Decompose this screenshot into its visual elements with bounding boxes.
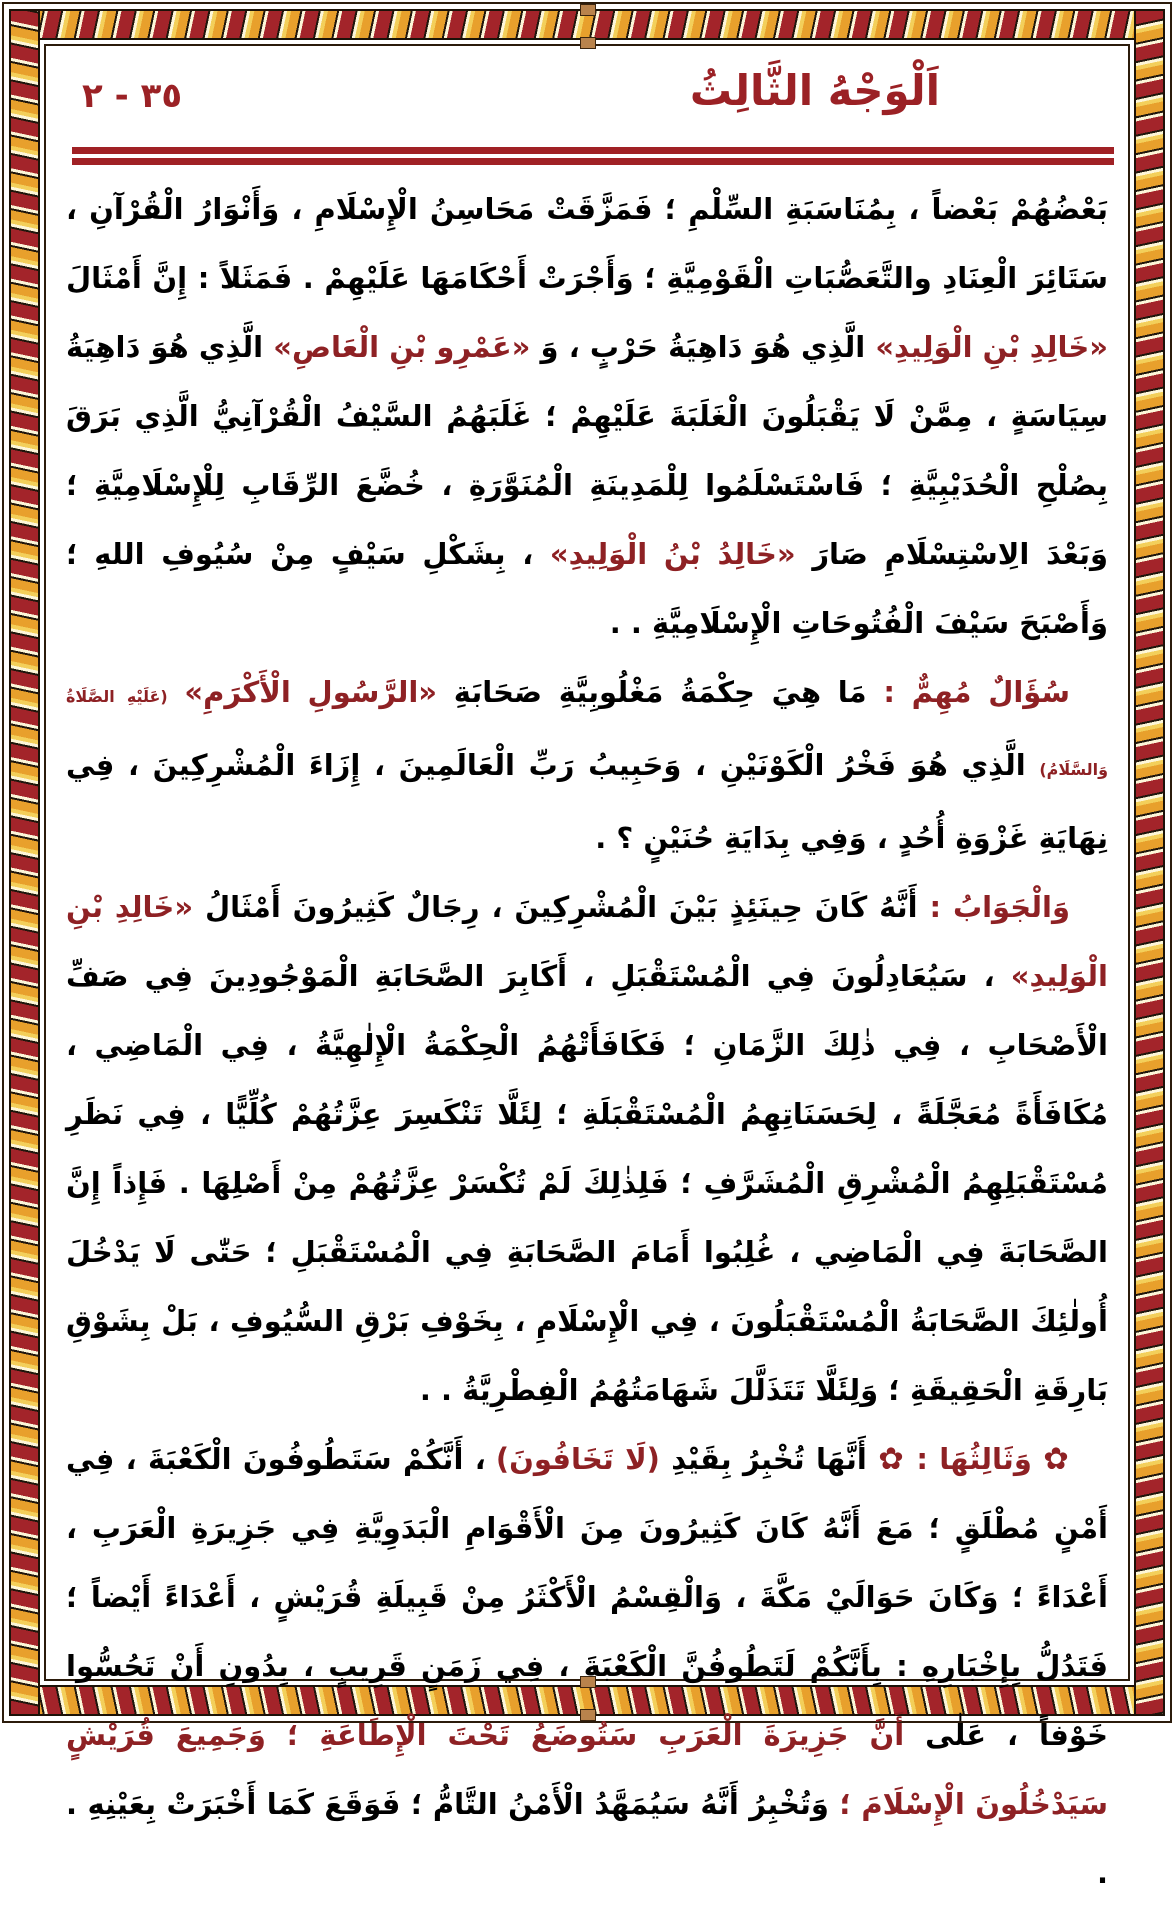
body-paragraph [66,1425,1108,1908]
body-text-block [66,175,1108,1890]
title-double-rule [72,147,1114,165]
text-segment: أَنَّهُ كَانَ حِينَئِذٍ بَيْنَ الْمُشْرِكِينَ ، رِجَالٌ كَثِيرُونَ أَمْثَالُ [193,890,918,924]
text-segment: (لَا تَخَافُونَ) [495,1442,660,1476]
text-segment: «خَالِدُ بْنُ الْوَلِيدِ» [549,537,796,571]
text-segment: ، سَيُعَادِلُونَ فِي الْمُسْتَقْبَلِ ، أَكَابِرَ الصَّحَابَةِ الْمَوْجُودِينَ فِي صَفِّ الْأَصْحَابِ ، فِي ذٰلِكَ الزَّمَانِ ؛ فَكَافَأَتْهُمُ الْحِكْمَةُ الْإِلٰهِيَّةُ ، فِي الْمَاضِي ، مُكَافَأَةً مُعَجَّلَةً ، لِحَسَنَاتِهِمُ الْمُسْتَقْبَلَةِ ؛ لِئَلَّا تَنْكَسِرَ عِزَّتُهُمْ كُلِّيًّا ، فِي نَظَرِ مُسْتَقْبَلِهِمُ الْمُشْرِقِ الْمُشَرَّفِ ؛ فَلِذٰلِكَ لَمْ تُكْسَرْ عِزَّتُهُمْ مِنْ أَصْلِهَا . فَإِذاً إِنَّ الصَّحَابَةَ فِي الْمَاضِي ، غُلِبُوا أَمَامَ الصَّحَابَةِ فِي الْمُسْتَقْبَلِ ؛ حَتّٰى لَا يَدْخُلَ أُولٰئِكَ الصَّحَابَةُ الْمُسْتَقْبَلُونَ ، فِي الْإِسْلَامِ ، بِخَوْفِ بَرْقِ السُّيُوفِ ، بَلْ بِشَوْقِ بَارِقَةِ الْحَقِيقَةِ ؛ وَلِئَلَّا تَتَذَلَّلَ شَهَامَتُهُمُ الْفِطْرِيَّةُ . . [66,959,1108,1407]
ornamental-border-right [1134,9,1165,1716]
text-segment: وَتُخْبِرُ أَنَّهُ سَيُمَهَّدُ الْأَمْنُ التَّامُّ ؛ فَوَقَعَ كَمَا أَخْبَرَتْ بِعَيْنِهِ . . [66,1787,1108,1890]
text-segment: الَّذِي هُوَ دَاهِيَةُ سِيَاسَةٍ ، مِمَّنْ لَا يَقْبَلُونَ الْغَلَبَةَ عَلَيْهِمْ ؛ غَلَبَهُمُ السَّيْفُ الْقُرْآنِيُّ الَّذِي بَرَقَ بِصُلْحِ الْحُدَيْبِيَّةِ ؛ فَاسْتَسْلَمُوا لِلْمَدِينَةِ الْمُنَوَّرَةِ ، خُضَّعَ الرِّقَابِ لِلْإِسْلَامِيَّةِ ؛ وَبَعْدَ الِاسْتِسْلَامِ صَارَ [66,330,1108,571]
text-segment: «خَالِدِ بْنِ الْوَلِيدِ» [875,330,1108,364]
text-segment: بَعْضُهُمْ بَعْضاً ، بِمُنَاسَبَةِ السِّلْمِ ؛ فَمَزَّقَتْ مَحَاسِنُ الْإِسْلَامِ ، وَأَنْوَارُ الْقُرْآنِ ، سَتَائِرَ الْعِنَادِ والتَّعَصُّبَاتِ الْقَوْمِيَّةِ ؛ وَأَجْرَتْ أَحْكَامَهَا عَلَيْهِمْ . فَمَثَلاً : إِنَّ أَمْثَالَ [66,192,1108,295]
text-segment: أَنَّ جَزِيرَةَ الْعَرَبِ سَتُوضَعُ تَحْتَ الْإِطَاعَةِ ؛ وَجَمِيعَ قُرَيْشٍ سَيَدْخُلُونَ الْإِسْلَامَ ؛ [66,1718,1108,1821]
text-segment: وَالْجَوَابُ : [917,890,1070,924]
text-segment: ، بِشَكْلِ سَيْفٍ مِنْ سُيُوفِ اللهِ ؛ وَأَصْبَحَ سَيْفَ الْفُتُوحَاتِ الْإِسْلَامِيَّةِ . . [66,537,1108,640]
body-paragraph [66,175,1108,658]
text-segment: الَّذِي هُوَ فَخْرُ الْكَوْنَيْنِ ، وَحَبِيبُ رَبِّ الْعَالَمِينَ ، إِزَاءَ الْمُشْرِكِينَ ، فِي نِهَايَةِ غَزْوَةِ أُحُدٍ ، وَفِي بِدَايَةِ حُنَيْنٍ ؟ . [66,748,1108,855]
body-paragraph [66,873,1108,1425]
text-segment: مَا هِيَ حِكْمَةُ مَغْلُوبِيَّةِ صَحَابَةِ [437,675,867,709]
text-segment: سُؤَالٌ مُهِمٌّ : [866,675,1071,709]
text-segment: أَنَّهَا تُخْبِرُ بِقَيْدِ [659,1442,879,1476]
body-paragraph [66,658,1108,873]
page-title: اَلْوَجْهُ الثَّالِثُ [689,66,940,115]
page-number: ٣٥ - ٢ [82,76,183,116]
text-segment: ، أَنَّكُمْ سَتَطُوفُونَ الْكَعْبَةَ ، فِي أَمْنٍ مُطْلَقٍ ؛ مَعَ أَنَّهُ كَانَ كَثِيرُونَ مِنَ الْأَقْوَامِ الْبَدَوِيَّةِ فِي جَزِيرَةِ الْعَرَبِ ، أَعْدَاءً ؛ وَكَانَ حَوَالَيْ مَكَّةَ ، وَالْقِسْمُ الْأَكْثَرُ مِنْ قَبِيلَةِ قُرَيْشٍ ، أَعْدَاءً أَيْضاً ؛ فَتَدُلُّ بِإِخْبَارِهِ : بِأَنَّكُمْ لَتَطُوفُنَّ الْكَعْبَةَ ، فِي زَمَنٍ قَرِيبٍ ، بِدُونِ أَنْ تَحُسُّوا خَوْفاً ، عَلٰى [66,1442,1108,1752]
border-joint [580,37,596,49]
floral-ornament-icon: ✿ [1043,1442,1070,1477]
text-segment: (عَلَيْهِ الصَّلَاةُ وَالسَّلَامُ) [66,687,1108,779]
text-segment [168,675,185,709]
text-segment: «عَمْرِو بْنِ الْعَاصِ» [273,330,531,364]
text-segment: وَثَالِثُهَا : [904,1442,1044,1476]
text-segment: «خَالِدِ بْنِ الْوَلِيدِ» [66,890,1108,993]
text-segment: «الرَّسُولِ الْأَكْرَمِ» [184,675,438,709]
text-segment: الَّذِي هُوَ دَاهِيَةُ حَرْبٍ ، وَ [530,330,876,364]
border-joint [580,4,596,16]
ornamental-border-left [9,9,40,1716]
floral-ornament-icon: ✿ [878,1442,905,1477]
